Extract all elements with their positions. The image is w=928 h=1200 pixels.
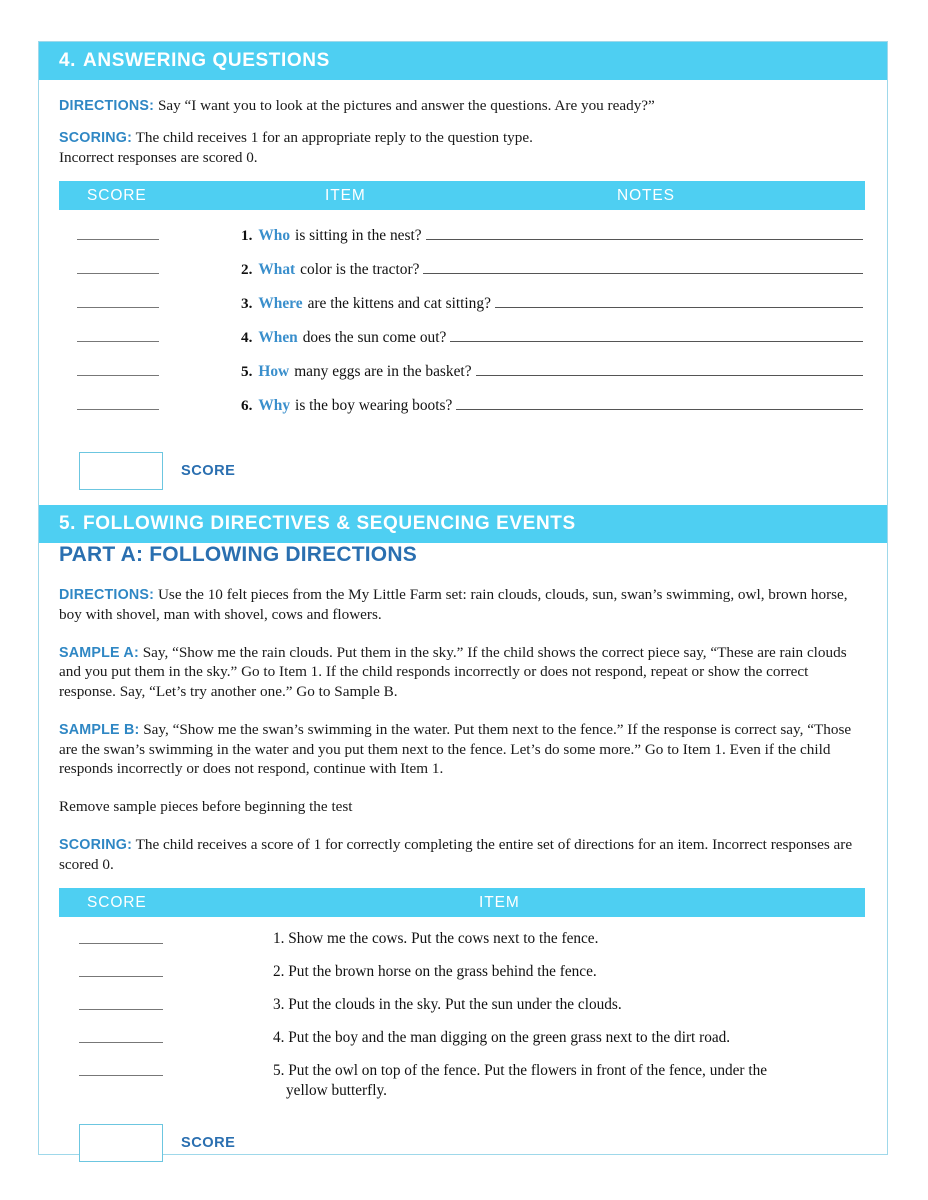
directive-text bbox=[273, 1061, 767, 1101]
question-body: many eggs are in the basket? bbox=[294, 363, 472, 381]
question-number: 5. bbox=[241, 363, 253, 381]
scoring-label: SCORING: bbox=[59, 836, 133, 853]
answer-blank-line[interactable] bbox=[495, 295, 863, 308]
list-item bbox=[59, 1061, 865, 1101]
score-total-label: SCORE bbox=[181, 1134, 236, 1151]
sample-a-text: Say, “Show me the rain clouds. Put them in the sky.” If the child shows the correct piece say, “These are rain clouds and you put them in the sky.” Go to Item 1. If the child responds incorrectly or does not respond, repeat or show the correct response. Say, “Let’s try another one.” Go to Sample B. bbox=[59, 643, 847, 700]
column-header-item: ITEM bbox=[325, 186, 366, 204]
table-row bbox=[59, 260, 865, 294]
section-5-table-header bbox=[59, 888, 865, 917]
column-header-score: SCORE bbox=[87, 893, 147, 911]
table-row bbox=[59, 396, 865, 430]
table-row bbox=[59, 294, 865, 328]
section-5-header-band bbox=[39, 505, 887, 543]
scoring-text-line2: Incorrect responses are scored 0. bbox=[59, 148, 258, 166]
question-number: 4. bbox=[241, 329, 253, 347]
section-5-scoring bbox=[59, 835, 865, 875]
list-item bbox=[59, 962, 865, 995]
score-blank-line[interactable] bbox=[77, 226, 159, 240]
section-4-directions bbox=[59, 96, 865, 116]
score-blank-line[interactable] bbox=[77, 362, 159, 376]
answer-blank-line[interactable] bbox=[456, 397, 863, 410]
directive-text bbox=[273, 929, 598, 949]
score-blank-line[interactable] bbox=[77, 294, 159, 308]
table-row bbox=[59, 226, 865, 260]
score-blank-line[interactable] bbox=[79, 1009, 163, 1010]
directive-line: 3. Put the clouds in the sky. Put the sun under the clouds. bbox=[273, 996, 622, 1014]
directive-text bbox=[273, 962, 597, 982]
question-word: Where bbox=[258, 295, 303, 313]
section-4-header-band bbox=[39, 42, 887, 80]
question-word: What bbox=[258, 261, 296, 279]
scoring-text: The child receives a score of 1 for correctly completing the entire set of directions for an item. Incorrect responses are scored 0. bbox=[59, 835, 853, 873]
question-body: is the boy wearing boots? bbox=[295, 397, 453, 415]
question-word: Who bbox=[258, 227, 291, 245]
answer-blank-line[interactable] bbox=[423, 261, 863, 274]
section-answering-questions bbox=[39, 42, 887, 490]
question-text bbox=[241, 261, 865, 279]
column-header-item: ITEM bbox=[479, 893, 520, 911]
section-4-table-header bbox=[59, 181, 865, 210]
directive-line: 1. Show me the cows. Put the cows next to the fence. bbox=[273, 930, 599, 948]
part-a-title: PART A: FOLLOWING DIRECTIONS bbox=[59, 543, 417, 566]
question-number: 6. bbox=[241, 397, 253, 415]
question-word: How bbox=[258, 363, 290, 381]
sample-b-paragraph bbox=[59, 720, 865, 779]
answer-blank-line[interactable] bbox=[426, 227, 863, 240]
section-5-number: 5. bbox=[59, 513, 77, 534]
question-body: are the kittens and cat sitting? bbox=[307, 295, 491, 313]
score-blank-line[interactable] bbox=[77, 328, 159, 342]
column-header-notes: NOTES bbox=[617, 186, 675, 204]
question-text bbox=[241, 295, 865, 313]
question-body: color is the tractor? bbox=[300, 261, 420, 279]
section-4-question-list bbox=[59, 226, 865, 430]
section-4-title: ANSWERING QUESTIONS bbox=[83, 50, 330, 71]
directive-line: 2. Put the brown horse on the grass behind the fence. bbox=[273, 963, 597, 981]
score-blank-line[interactable] bbox=[79, 1075, 163, 1076]
score-blank-line[interactable] bbox=[77, 396, 159, 410]
directive-text bbox=[273, 995, 622, 1015]
score-blank-line[interactable] bbox=[79, 976, 163, 977]
directive-text bbox=[273, 1028, 730, 1048]
question-text bbox=[241, 397, 865, 415]
question-body: does the sun come out? bbox=[302, 329, 447, 347]
section-4-score-total bbox=[79, 452, 865, 490]
list-item bbox=[59, 1028, 865, 1061]
score-blank-line[interactable] bbox=[77, 260, 159, 274]
question-word: When bbox=[258, 329, 298, 347]
question-number: 2. bbox=[241, 261, 253, 279]
column-header-score: SCORE bbox=[87, 186, 147, 204]
score-total-box[interactable] bbox=[79, 452, 163, 490]
directive-line: 5. Put the owl on top of the fence. Put the flowers in front of the fence, under the bbox=[273, 1062, 768, 1080]
section-5-directions bbox=[59, 585, 865, 625]
remove-sample-note: Remove sample pieces before beginning the test bbox=[59, 798, 353, 815]
directive-line-continuation: yellow butterfly. bbox=[286, 1082, 387, 1100]
page-frame bbox=[38, 41, 888, 1155]
section-following-directives bbox=[39, 505, 887, 1162]
answer-blank-line[interactable] bbox=[476, 363, 863, 376]
section-4-body bbox=[39, 96, 887, 490]
sample-a-label: SAMPLE A: bbox=[59, 644, 139, 661]
question-body: is sitting in the nest? bbox=[295, 227, 422, 245]
score-total-box[interactable] bbox=[79, 1124, 163, 1162]
score-blank-line[interactable] bbox=[79, 1042, 163, 1043]
question-number: 3. bbox=[241, 295, 253, 313]
sample-b-label: SAMPLE B: bbox=[59, 721, 140, 738]
sample-b-text: Say, “Show me the swan’s swimming in the water. Put them next to the fence.” If the response is correct say, “Those are the swan’s swimming in the water and you put them next to the fence. Let’s do some more.” Go to Item 1. Even if the child responds incorrectly or does not respond, continue with Item 1. bbox=[59, 720, 852, 778]
answer-blank-line[interactable] bbox=[450, 329, 863, 342]
section-4-number: 4. bbox=[59, 50, 77, 71]
question-text bbox=[241, 227, 865, 245]
section-5-item-list bbox=[59, 929, 865, 1101]
section-5-title: FOLLOWING DIRECTIVES & SEQUENCING EVENTS bbox=[83, 513, 576, 534]
list-item bbox=[59, 995, 865, 1028]
question-word: Why bbox=[258, 397, 291, 415]
sample-a-paragraph bbox=[59, 643, 865, 702]
directions-label: DIRECTIONS: bbox=[59, 587, 155, 603]
score-total-label: SCORE bbox=[181, 463, 236, 480]
section-4-scoring bbox=[59, 128, 865, 168]
table-row bbox=[59, 362, 865, 396]
score-blank-line[interactable] bbox=[79, 943, 163, 944]
directions-text: Say “I want you to look at the pictures and answer the questions. Are you ready?” bbox=[157, 97, 655, 114]
scoring-label: SCORING: bbox=[59, 129, 133, 146]
question-text bbox=[241, 329, 865, 347]
list-item bbox=[59, 929, 865, 962]
section-5-score-total bbox=[79, 1124, 865, 1162]
question-text bbox=[241, 363, 865, 381]
question-number: 1. bbox=[241, 227, 253, 245]
directions-label: DIRECTIONS: bbox=[59, 98, 155, 114]
table-row bbox=[59, 328, 865, 362]
section-5-body bbox=[39, 543, 887, 1162]
directive-line: 4. Put the boy and the man digging on the green grass next to the dirt road. bbox=[273, 1029, 731, 1047]
scoring-text: The child receives 1 for an appropriate reply to the question type. bbox=[135, 128, 533, 146]
directions-text: Use the 10 felt pieces from the My Little Farm set: rain clouds, clouds, sun, swan’s swimming, owl, brown horse, boy with shovel, man with shovel, cows and flowers. bbox=[59, 586, 848, 623]
